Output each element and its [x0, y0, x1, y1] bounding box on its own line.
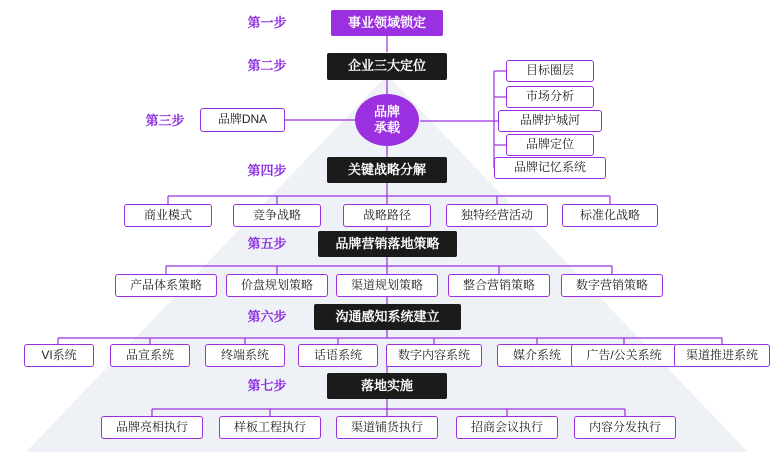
node-brand-bearing-line2: 承载 — [373, 120, 400, 135]
row4-item-unique-activities[interactable]: 独特经营活动 — [446, 204, 548, 227]
node-business-domain-lock[interactable]: 事业领域锁定 — [331, 10, 443, 36]
row7-item-model-project[interactable]: 样板工程执行 — [219, 416, 321, 439]
node-implementation[interactable]: 落地实施 — [327, 373, 447, 399]
step-label-3: 第三步 — [145, 112, 185, 128]
step-label-2: 第二步 — [247, 57, 287, 73]
right-item-market-analysis[interactable]: 市场分析 — [506, 86, 594, 108]
row6-item-terminal-system[interactable]: 终端系统 — [205, 344, 285, 367]
row5-item-channel-planning[interactable]: 渠道规划策略 — [336, 274, 438, 297]
right-item-target-audience[interactable]: 目标圈层 — [506, 60, 594, 82]
step-label-1: 第一步 — [247, 14, 287, 30]
row7-item-content-distribution[interactable]: 内容分发执行 — [574, 416, 676, 439]
node-communication-system[interactable]: 沟通感知系统建立 — [314, 304, 461, 330]
node-three-positionings[interactable]: 企业三大定位 — [327, 53, 447, 80]
row4-item-standardized-strategy[interactable]: 标准化战略 — [562, 204, 658, 227]
row7-item-brand-launch[interactable]: 品牌亮相执行 — [101, 416, 203, 439]
right-item-brand-memory-system[interactable]: 品牌记忆系统 — [494, 157, 606, 179]
node-brand-bearing[interactable] — [355, 94, 419, 146]
row6-item-publicity-system[interactable]: 品宣系统 — [110, 344, 190, 367]
node-key-strategy-breakdown[interactable]: 关键战略分解 — [327, 157, 447, 183]
row6-item-vi-system[interactable]: VI系统 — [24, 344, 94, 367]
step-label-5: 第五步 — [247, 235, 287, 251]
row7-item-channel-distribution[interactable]: 渠道铺货执行 — [336, 416, 438, 439]
right-item-brand-moat[interactable]: 品牌护城河 — [498, 110, 602, 132]
row6-item-advertising-pr-system[interactable]: 广告/公关系统 — [571, 344, 677, 367]
row4-item-business-model[interactable]: 商业模式 — [124, 204, 212, 227]
row6-item-media-system[interactable]: 媒介系统 — [497, 344, 577, 367]
row6-item-discourse-system[interactable]: 话语系统 — [298, 344, 378, 367]
row5-item-price-planning[interactable]: 价盘规划策略 — [226, 274, 328, 297]
row5-item-digital-marketing[interactable]: 数字营销策略 — [561, 274, 663, 297]
row6-item-digital-content-system[interactable]: 数字内容系统 — [386, 344, 482, 367]
node-brand-bearing-line1: 品牌 — [373, 103, 400, 119]
row4-item-competitive-strategy[interactable]: 竞争战略 — [233, 204, 321, 227]
node-brand-dna[interactable]: 品牌DNA — [200, 108, 285, 132]
row6-item-channel-promotion-system[interactable]: 渠道推进系统 — [674, 344, 770, 367]
row5-item-product-system[interactable]: 产品体系策略 — [115, 274, 217, 297]
row5-item-integrated-marketing[interactable]: 整合营销策略 — [448, 274, 550, 297]
node-brand-marketing-strategy[interactable]: 品牌营销落地策略 — [318, 231, 457, 257]
step-label-4: 第四步 — [247, 162, 287, 178]
step-label-6: 第六步 — [247, 308, 287, 324]
right-item-brand-positioning[interactable]: 品牌定位 — [506, 134, 594, 156]
step-label-7: 第七步 — [247, 377, 287, 393]
row4-item-strategy-path[interactable]: 战略路径 — [343, 204, 431, 227]
row7-item-investment-meeting[interactable]: 招商会议执行 — [456, 416, 558, 439]
